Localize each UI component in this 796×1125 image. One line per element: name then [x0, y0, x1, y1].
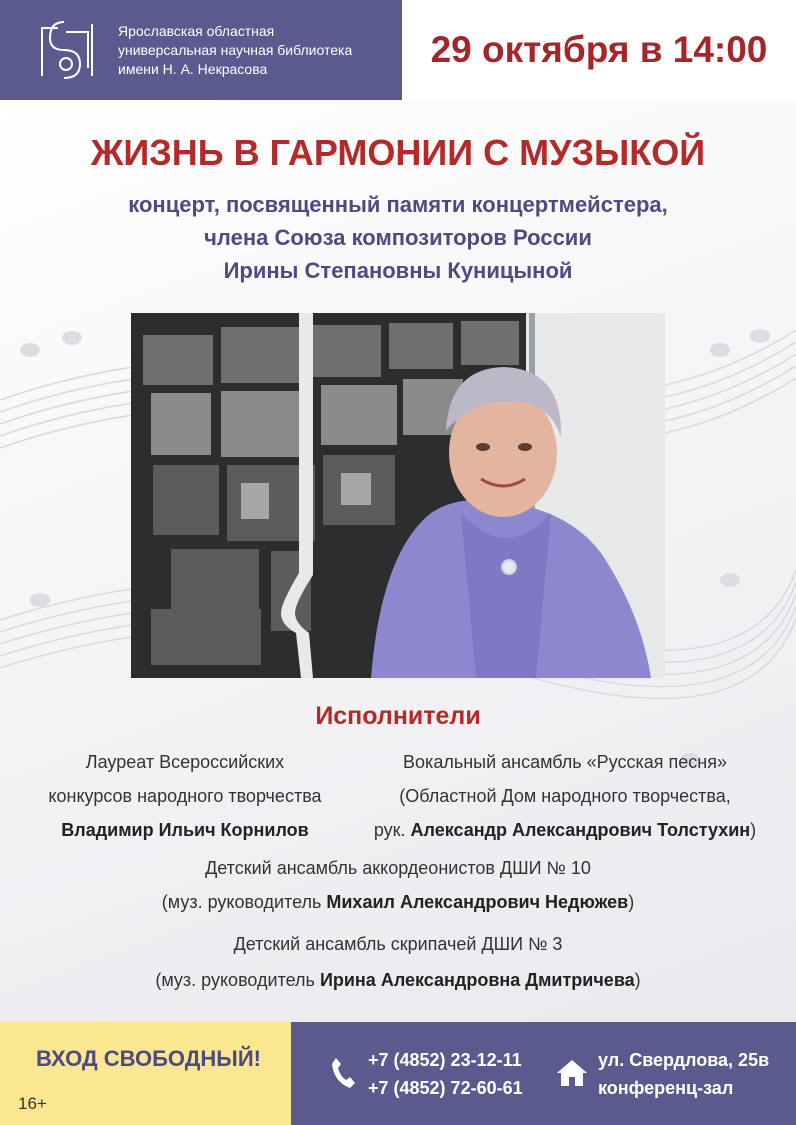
- performer-left-line-1: Лауреат Всероссийских: [85, 752, 285, 772]
- ensemble2-suffix: ): [634, 970, 641, 990]
- ensemble2-name: Ирина Александровна Дмитричева: [319, 970, 635, 990]
- ensemble1-prefix: (муз. руководитель: [161, 892, 327, 912]
- home-icon: [555, 1058, 589, 1088]
- library-name: [118, 22, 352, 79]
- ensemble2-line-2: [0, 970, 796, 991]
- address-line-1: ул. Свердлова, 25в: [598, 1050, 770, 1070]
- performer-right-suffix: ): [750, 820, 757, 840]
- performer-left-line-2: конкурсов народного творчества: [48, 786, 322, 806]
- library-name-line-3: имени Н. А. Некрасова: [118, 61, 268, 77]
- performers-heading: Исполнители: [315, 702, 481, 730]
- event-subtitle: [0, 188, 796, 287]
- performer-right-line-2: (Областной Дом народного творчества,: [399, 786, 731, 806]
- performer-right-line-1: Вокальный ансамбль «Русская песня»: [403, 752, 727, 772]
- phone-icon: [330, 1056, 356, 1090]
- event-title: ЖИЗНЬ В ГАРМОНИИ С МУЗЫКОЙ: [90, 132, 706, 173]
- address: [598, 1046, 769, 1102]
- phone-numbers: [368, 1046, 523, 1102]
- ensemble1-line-1: Детский ансамбль аккордеонистов ДШИ № 10: [205, 858, 591, 878]
- subtitle-line-3: Ирины Степановны Куницыной: [223, 258, 573, 283]
- subtitle-line-1: концерт, посвященный памяти концертмейстера,: [128, 192, 668, 217]
- age-rating: 16+: [18, 1094, 47, 1113]
- library-name-line-2: универсальная научная библиотека: [118, 42, 353, 58]
- phone-number-1[interactable]: +7 (4852) 23-12-11: [368, 1050, 522, 1070]
- event-date: 29 октября в 14:00: [430, 29, 768, 70]
- performer-left-name: Владимир Ильич Корнилов: [61, 820, 309, 840]
- ensemble1-suffix: ): [628, 892, 635, 912]
- free-entry-label: ВХОД СВОБОДНЫЙ!: [36, 1046, 261, 1071]
- subtitle-line-2: члена Союза композиторов России: [204, 225, 592, 250]
- library-name-line-1: Ярославская областная: [118, 23, 275, 39]
- ensemble2-prefix: (муз. руководитель: [155, 970, 320, 990]
- portrait-photo: [131, 313, 665, 678]
- address-line-2: конференц-зал: [598, 1078, 734, 1098]
- ensemble1-name: Михаил Александрович Недюжев: [326, 892, 629, 912]
- ensemble1-line-2: [0, 892, 796, 913]
- library-logo-icon: [36, 18, 106, 84]
- ensemble2-line-1: Детский ансамбль скрипачей ДШИ № 3: [233, 934, 563, 954]
- performer-right-name: Александр Александрович Толстухин: [410, 820, 751, 840]
- phone-number-2[interactable]: +7 (4852) 72-60-61: [368, 1078, 523, 1098]
- performer-right: [355, 745, 775, 847]
- performer-left: [20, 745, 350, 847]
- performer-right-prefix: рук.: [373, 820, 411, 840]
